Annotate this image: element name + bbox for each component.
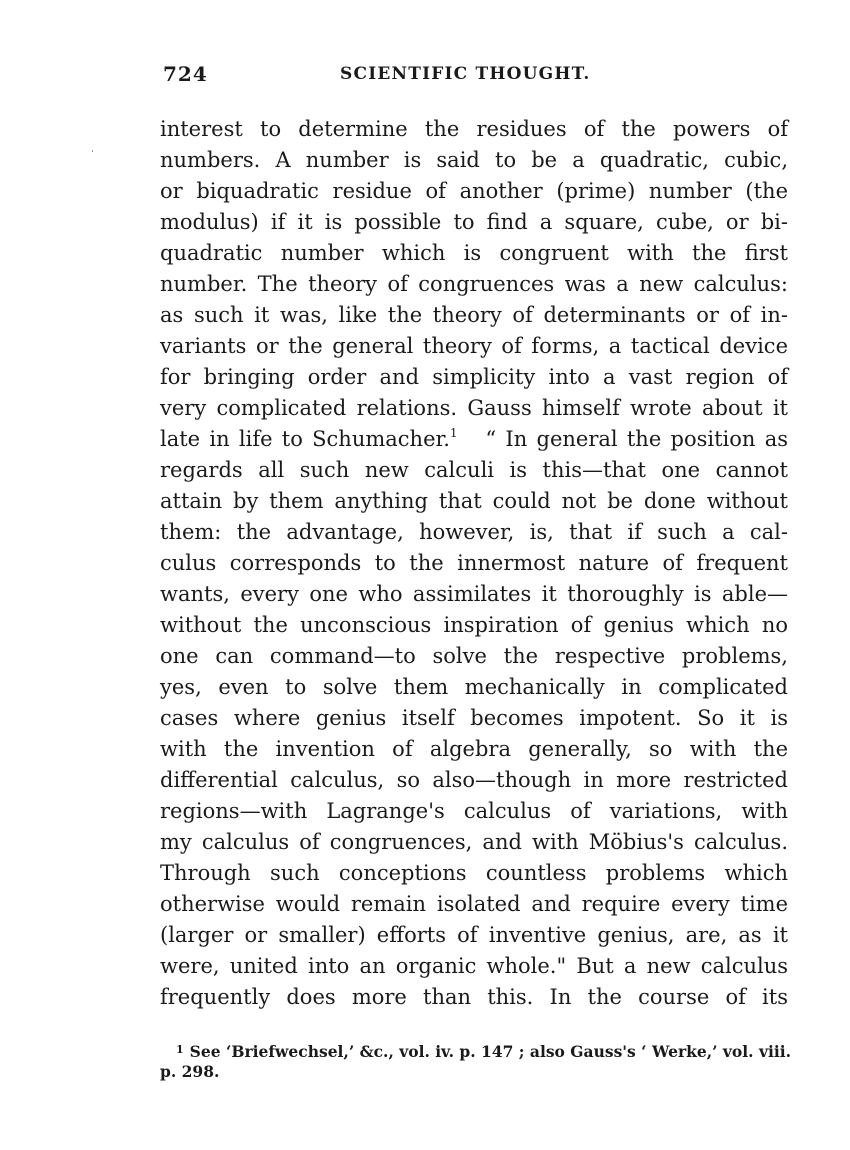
footnote-line [160,1040,792,1062]
text-line: for bringing order and simplicity into a vast region of [160,365,788,389]
text-line: with the invention of algebra generally, so with the [160,737,788,761]
text-line-tail: “ In general the position as [485,427,789,451]
text-line: differential calculus, so also—though in more restricted [160,768,788,792]
text-line-with-footnote-ref [160,424,788,455]
text-line: variants or the general theory of forms, a tactical device [160,334,788,358]
text-line: yes, even to solve them mechanically in complicated [160,675,788,699]
text-line: numbers. A number is said to be a quadratic, cubic, [160,148,788,172]
text-line: otherwise would remain isolated and require every time [160,892,788,916]
running-head: SCIENTIFIC THOUGHT. [340,64,591,84]
footnote [160,1040,792,1082]
text-line: (larger or smaller) efforts of inventive genius, are, as it [160,923,788,947]
text-line: one can command—to solve the respective problems, [160,644,788,668]
text-line: very complicated relations. Gauss himself wrote about it [160,396,788,420]
footnote-line: p. 298. [160,1062,220,1081]
text-line: regions—with Lagrange's calculus of variations, with [160,799,788,823]
page-number: 724 [163,62,208,86]
text-line: without the unconscious inspiration of genius which no [160,613,788,637]
footnote-marker: 1 [176,1043,184,1056]
footnote-reference[interactable]: 1 [449,426,458,440]
footnote-text: See ‘Briefwechsel,’ &c., vol. iv. p. 147 ; also Gauss's ‘ Werke,’ vol. viii. [189,1042,792,1061]
text-line: them: the advantage, however, is, that if such a cal- [160,520,788,544]
text-line: quadratic number which is congruent with the first [160,241,788,265]
text-line-head: late in life to Schumacher. [160,427,450,451]
text-line: Through such conceptions countless problems which [160,861,788,885]
text-line: wants, every one who assimilates it thoroughly is able— [160,582,788,606]
text-line: modulus) if it is possible to find a square, cube, or bi- [160,210,788,234]
text-line: as such it was, like the theory of determinants or of in- [160,303,788,327]
page-header [163,62,785,92]
text-line: were, united into an organic whole." But a new calculus [160,954,788,978]
text-line: number. The theory of congruences was a new calculus: [160,272,788,296]
text-line: frequently does more than this. In the course of its [160,985,788,1009]
text-line: or biquadratic residue of another (prime) number (the [160,179,788,203]
body-text [160,114,788,1013]
text-line: attain by them anything that could not be done without [160,489,788,513]
text-line: culus corresponds to the innermost nature of frequent [160,551,788,575]
text-line: cases where genius itself becomes impotent. So it is [160,706,788,730]
scan-speck [92,150,93,152]
text-line: regards all such new calculi is this—that one cannot [160,458,788,482]
text-line: my calculus of congruences, and with Möbius's calculus. [160,830,788,854]
text-line: interest to determine the residues of the powers of [160,117,788,141]
